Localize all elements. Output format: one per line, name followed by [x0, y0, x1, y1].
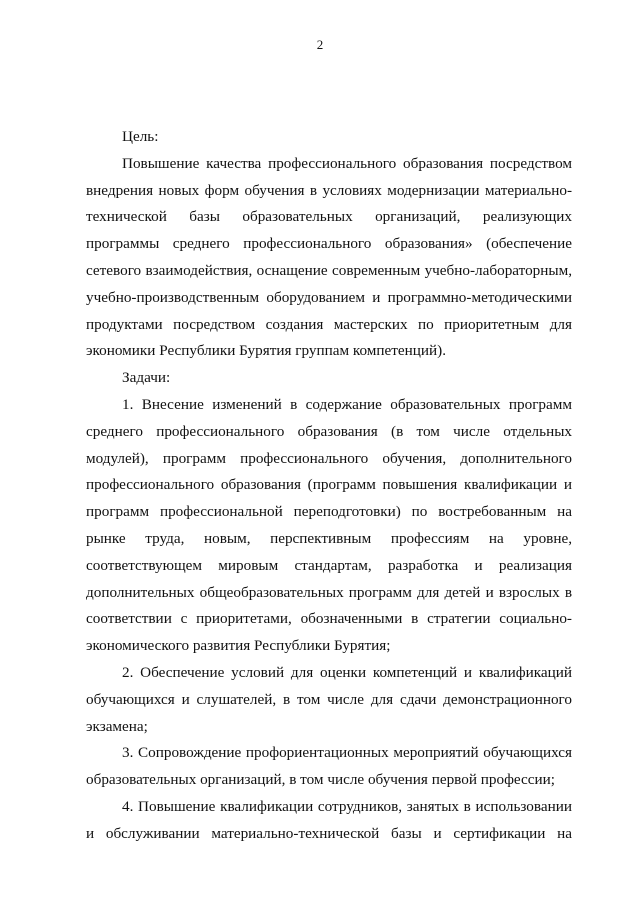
task-item-1: 1. Внесение изменений в содержание образовательных программ среднего профессионального образования (в том числе отдельных модулей), программ профессионального обучения, дополнительного профессионального образования (программ повышения квалификации и программ профессиональной переподготовки) по востребованным на рынке труда, новым, перспективным профессиям на уровне, соответствующем мировым стандартам, разработка и реализация дополнительных общеобразовательных программ для детей и взрослых в соответствии с приоритетами, обозначенными в стратегии социально-экономического развития Республики Бурятия;: [86, 395, 572, 655]
task-item-4: 4. Повышение квалификации сотрудников, занятых в использовании и обслуживании материально-технической базы и сертификации на: [86, 797, 572, 842]
task-item-3: 3. Сопровождение профориентационных мероприятий обучающихся образовательных организаций, в том числе обучения первой профессии;: [86, 744, 572, 789]
goal-heading: Цель:: [122, 128, 159, 145]
document-body: [86, 124, 572, 848]
goal-paragraph: Повышение качества профессионального образования посредством внедрения новых форм обучения в условиях модернизации материально-технической базы образовательных организаций, реализующих программы среднего профессионального образования» (обеспечение сетевого взаимодействия, оснащение современным учебно-лабораторным, учебно-производственным оборудованием и программно-методическими продуктами посредством создания мастерских по приоритетным для экономики Республики Бурятия группам компетенций).: [86, 154, 572, 360]
page-number: 2: [316, 37, 324, 52]
task-item-2: 2. Обеспечение условий для оценки компетенций и квалификаций обучающихся и слушателей, в том числе для сдачи демонстрационного экзамена;: [86, 663, 572, 735]
tasks-heading: Задачи:: [122, 369, 171, 387]
